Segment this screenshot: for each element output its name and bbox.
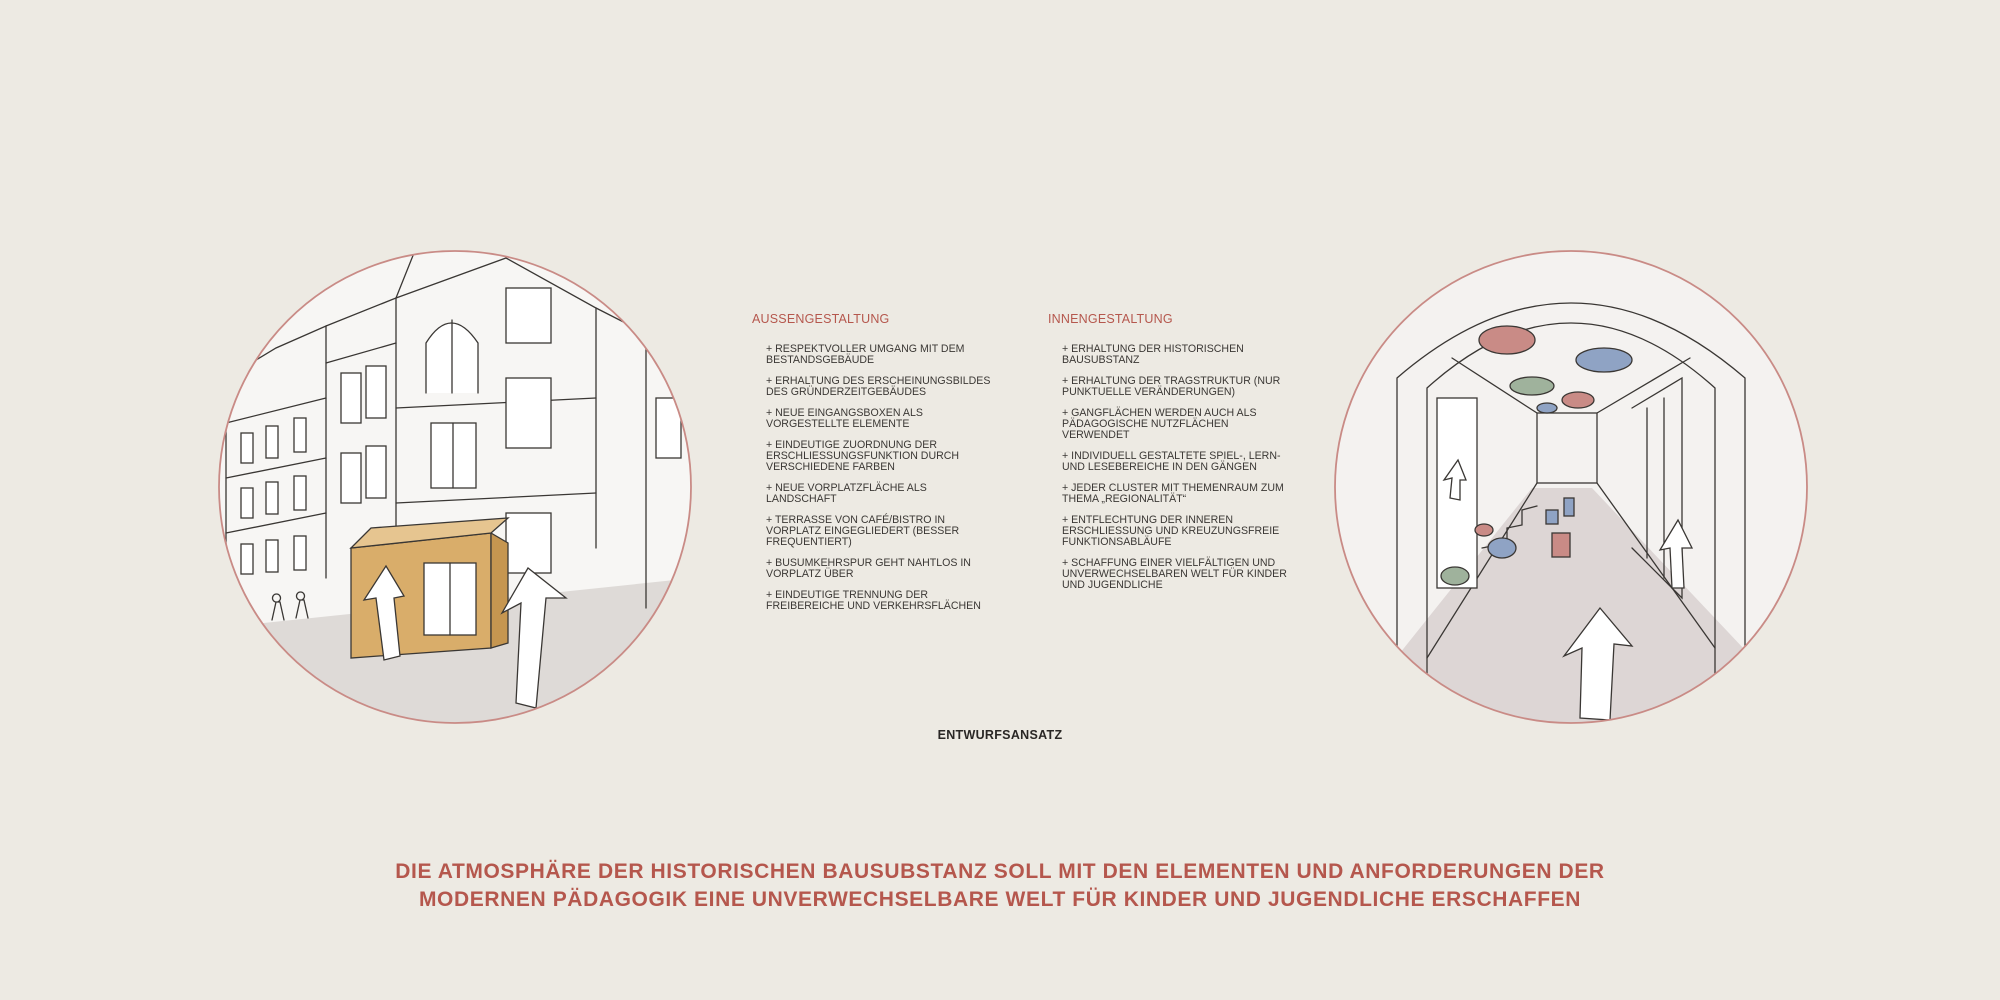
list-item: + RESPEKTVOLLER UMGANG MIT DEM BESTANDSGEBÄUDE: [766, 343, 965, 366]
inner-design-list: [1048, 344, 1288, 591]
list-item: + GANGFLÄCHEN WERDEN AUCH ALS PÄDAGOGISCHE NUTZFLÄCHEN VERWENDET: [1062, 407, 1257, 441]
list-item: + INDIVIDUELL GESTALTETE SPIEL-, LERN- UND LESEBEREICHE IN DEN GÄNGEN: [1062, 450, 1281, 473]
list-item: + ENTFLECHTUNG DER INNEREN ERSCHLIESSUNG UND KREUZUNGSFREIE FUNKTIONSABLÄUFE: [1062, 514, 1280, 548]
list-item: + EINDEUTIGE ZUORDNUNG DER ERSCHLIESSUNGSFUNKTION DURCH VERSCHIEDENE FARBEN: [766, 439, 960, 473]
headline-line-1: DIE ATMOSPHÄRE DER HISTORISCHEN BAUSUBSTANZ SOLL MIT DEN ELEMENTEN UND ANFORDERUNGEN DER: [395, 860, 1605, 883]
list-item: + NEUE EINGANGSBOXEN ALS VORGESTELLTE ELEMENTE: [766, 407, 923, 430]
outer-design-list: [752, 344, 992, 612]
list-item: + TERRASSE VON CAFÉ/BISTRO IN VORPLATZ EINGEGLIEDERT (BESSER FREQUENTIERT): [766, 514, 960, 548]
list-item: + SCHAFFUNG EINER VIELFÄLTIGEN UND UNVERWECHSELBAREN WELT FÜR KINDER UND JUGENDLICHE: [1062, 557, 1287, 591]
list-item: + ERHALTUNG DER HISTORISCHEN BAUSUBSTANZ: [1062, 343, 1244, 366]
list-item: + ERHALTUNG DER TRAGSTRUKTUR (NUR PUNKTUELLE VERÄNDERUNGEN): [1062, 375, 1281, 398]
list-item: + NEUE VORPLATZFLÄCHE ALS LANDSCHAFT: [766, 482, 927, 505]
outer-design-title: AUSSENGESTALTUNG: [752, 312, 890, 326]
design-approach-caption: ENTWURFSANSATZ: [937, 728, 1063, 742]
exterior-sketch: [216, 248, 694, 726]
headline-line-2: MODERNEN PÄDAGOGIK EINE UNVERWECHSELBARE WELT FÜR KINDER UND JUGENDLICHE ERSCHAFFEN: [418, 888, 1582, 911]
list-item: + ERHALTUNG DES ERSCHEINUNGSBILDES DES GRÜNDERZEITGEBÄUDES: [766, 375, 991, 398]
list-item: + EINDEUTIGE TRENNUNG DER FREIBEREICHE UND VERKEHRSFLÄCHEN: [766, 589, 981, 612]
list-item: + BUSUMKEHRSPUR GEHT NAHTLOS IN VORPLATZ ÜBER: [766, 557, 971, 580]
inner-design-title: INNENGESTALTUNG: [1048, 312, 1173, 326]
headline: [300, 858, 1700, 914]
list-item: + JEDER CLUSTER MIT THEMENRAUM ZUM THEMA „REGIONALITÄT“: [1062, 482, 1284, 505]
outer-design-column: [752, 312, 992, 622]
interior-sketch: [1332, 248, 1810, 726]
inner-design-column: [1048, 312, 1288, 601]
